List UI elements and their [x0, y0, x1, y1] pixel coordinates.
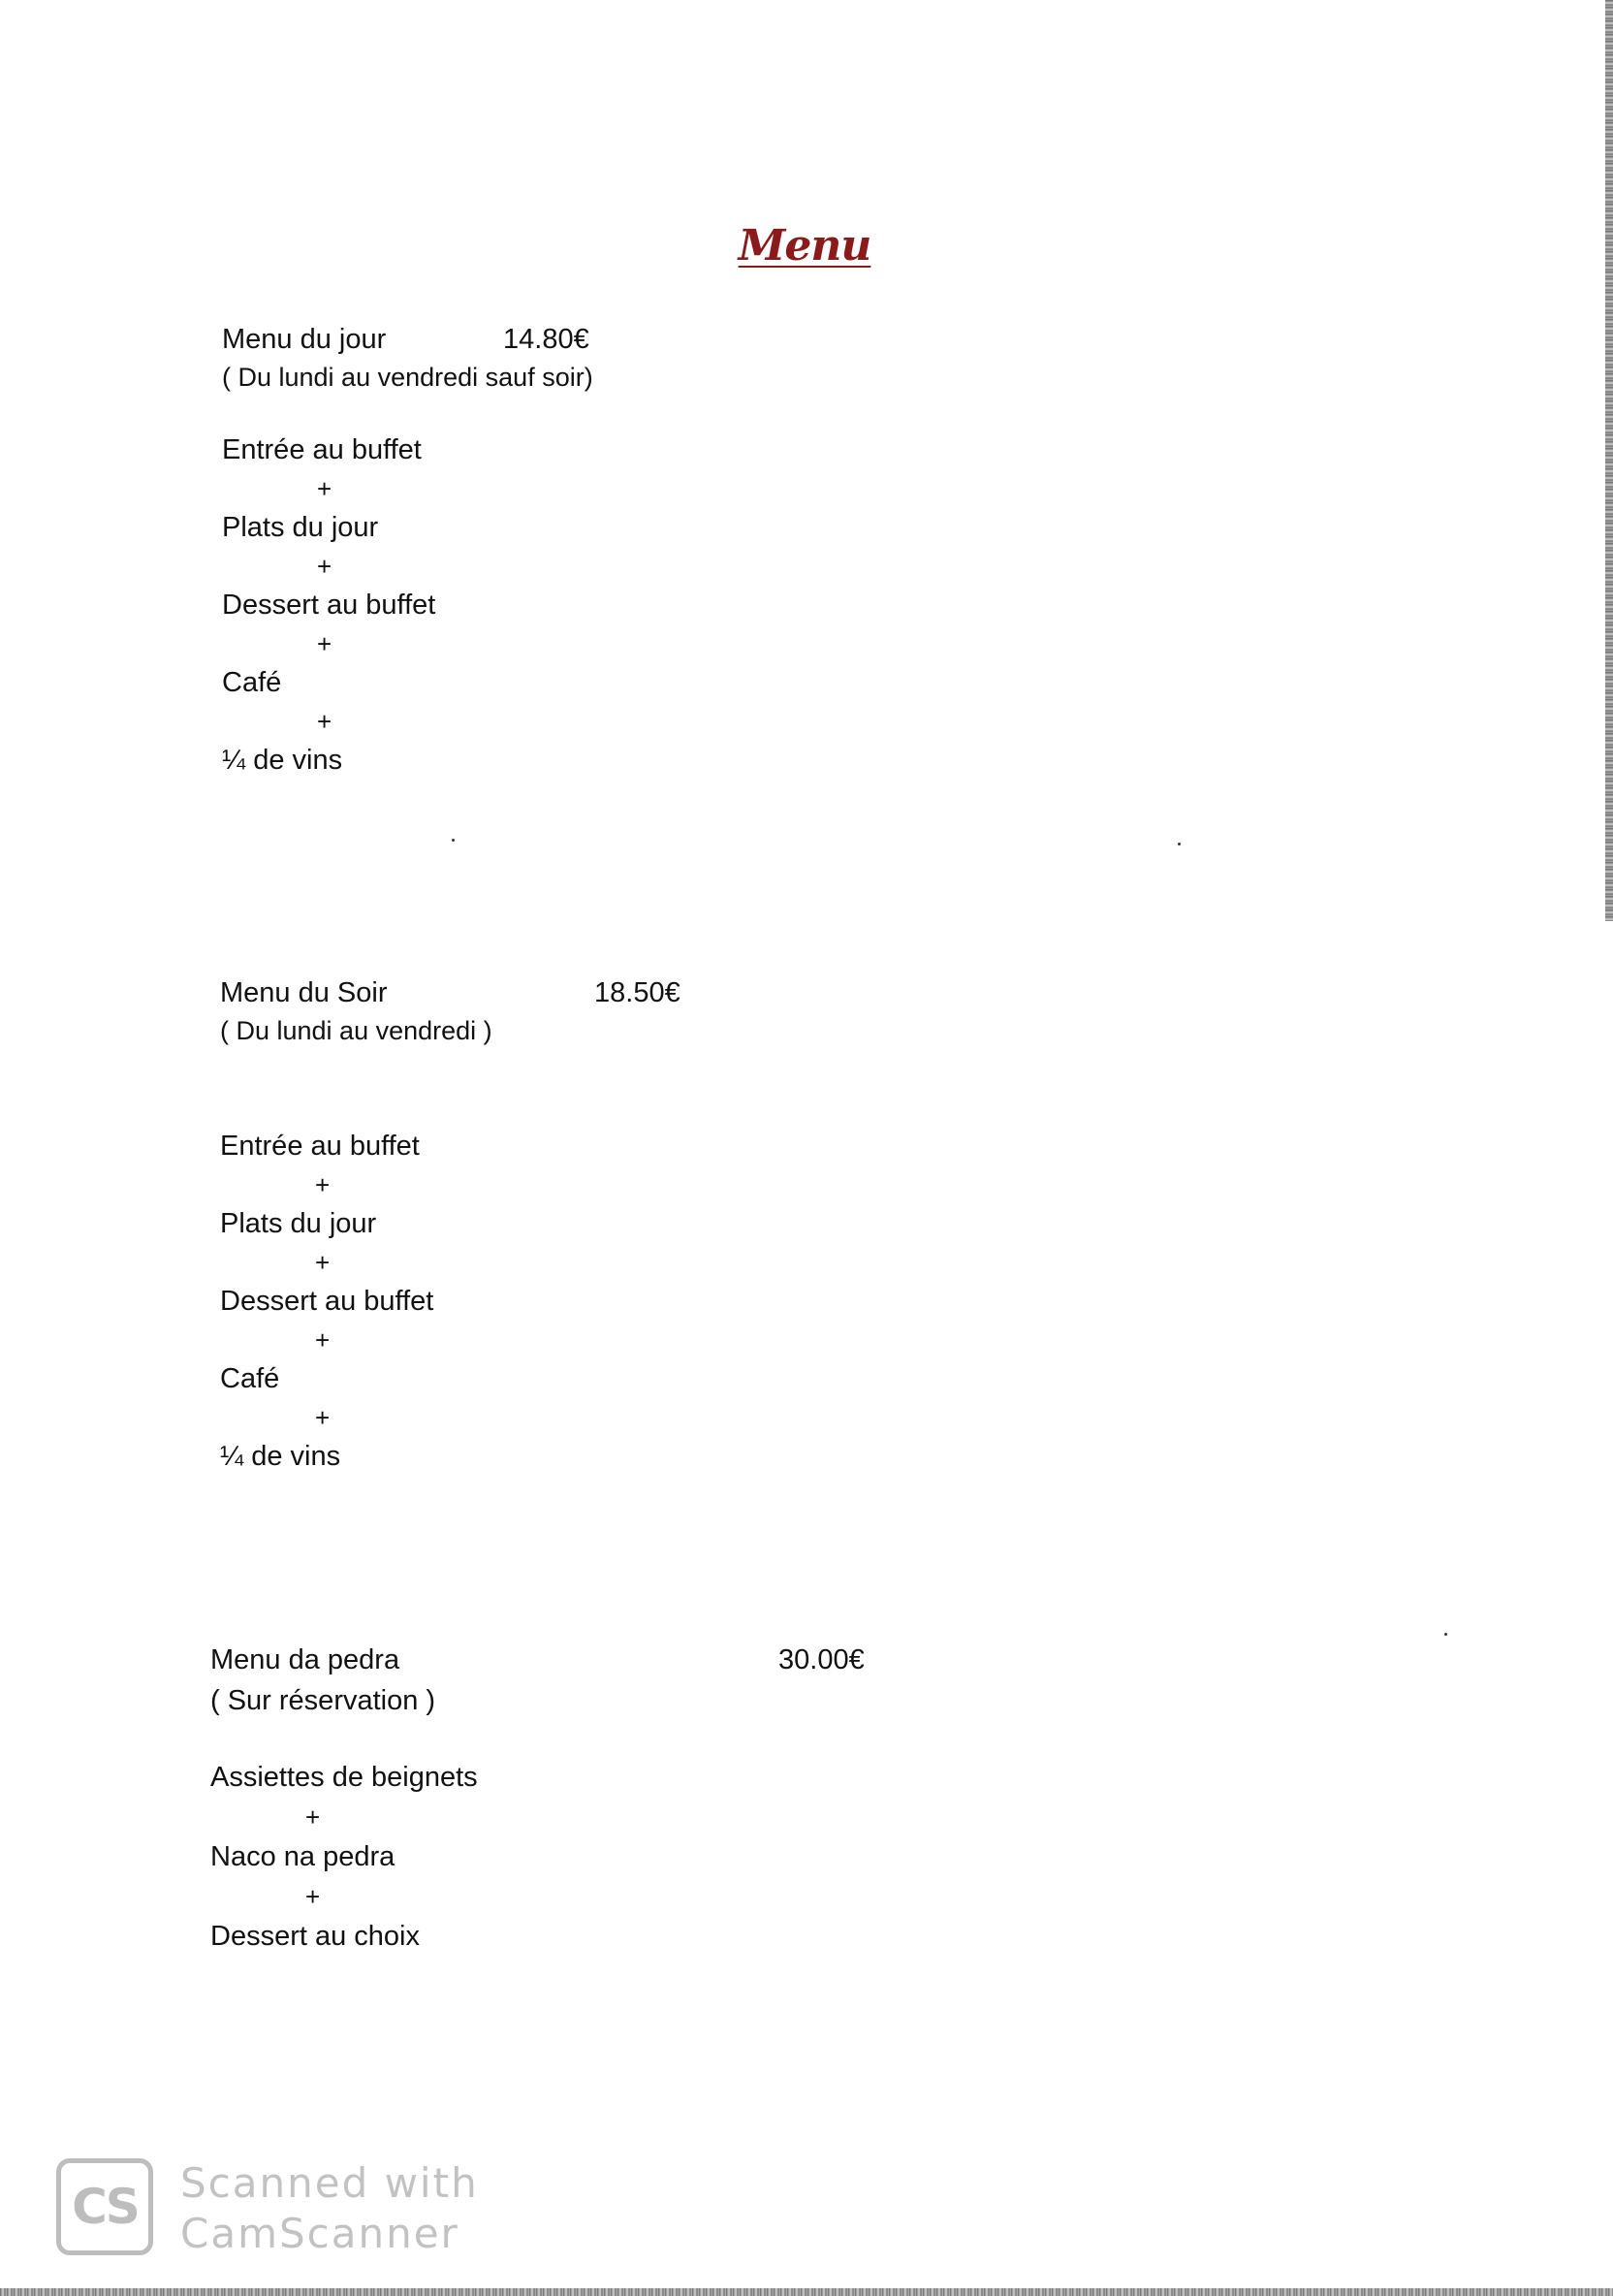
camscanner-logo-text: CS	[72, 2179, 138, 2235]
menu-name: Menu du jour	[222, 324, 387, 355]
menu-item: Assiettes de beignets	[210, 1762, 478, 1793]
menu-header	[222, 324, 804, 363]
plus-separator: +	[305, 1882, 321, 1911]
plus-separator: +	[317, 552, 332, 581]
menu-note: ( Sur réservation )	[210, 1685, 436, 1716]
plus-separator: +	[315, 1170, 331, 1199]
menu-items	[222, 430, 435, 780]
plus-separator: +	[315, 1325, 331, 1355]
scan-edge-bottom	[0, 2288, 1613, 2296]
menu-item: Café	[222, 667, 282, 698]
menu-item: Entrée au buffet	[222, 434, 422, 465]
menu-note: ( Du lundi au vendredi )	[220, 1016, 492, 1045]
camscanner-logo-icon	[56, 2158, 153, 2255]
menu-price: 14.80€	[503, 324, 589, 355]
menu-item: Dessert au choix	[210, 1921, 420, 1952]
menu-name: Menu du Soir	[220, 977, 388, 1008]
menu-items	[220, 1127, 433, 1476]
menu-item: Dessert au buffet	[222, 590, 436, 621]
plus-separator: +	[317, 474, 332, 503]
menu-section-jour	[222, 324, 804, 776]
scan-speck	[1178, 843, 1181, 845]
plus-separator: +	[317, 707, 332, 736]
menu-price: 30.00€	[778, 1644, 865, 1675]
plus-separator: +	[315, 1403, 331, 1432]
menu-header	[220, 977, 802, 1016]
scan-speck	[452, 839, 455, 842]
menu-item: Dessert au buffet	[220, 1286, 434, 1317]
scan-speck	[1444, 1633, 1447, 1636]
menu-header	[210, 1644, 889, 1683]
menu-items	[210, 1757, 478, 1957]
plus-separator: +	[305, 1802, 321, 1832]
menu-item: ¼ de vins	[220, 1441, 341, 1472]
menu-note: ( Du lundi au vendredi sauf soir)	[222, 363, 593, 392]
camscanner-watermark	[56, 2158, 502, 2261]
menu-section-soir	[220, 977, 802, 1472]
menu-name: Menu da pedra	[210, 1644, 400, 1675]
watermark-text	[180, 2158, 479, 2259]
plus-separator: +	[317, 629, 332, 658]
menu-item: Café	[220, 1363, 280, 1394]
watermark-line-2: CamScanner	[180, 2210, 459, 2257]
menu-item: Plats du jour	[222, 512, 379, 543]
menu-item: Entrée au buffet	[220, 1131, 420, 1162]
watermark-line-1: Scanned with	[180, 2159, 479, 2207]
menu-item: Naco na pedra	[210, 1841, 395, 1872]
menu-price: 18.50€	[594, 977, 680, 1008]
scan-edge-right	[1605, 0, 1613, 921]
plus-separator: +	[315, 1248, 331, 1277]
menu-section-pedra	[210, 1644, 889, 1952]
menu-title: Menu	[738, 221, 871, 271]
menu-item: Plats du jour	[220, 1208, 377, 1239]
menu-item: ¼ de vins	[222, 745, 343, 776]
